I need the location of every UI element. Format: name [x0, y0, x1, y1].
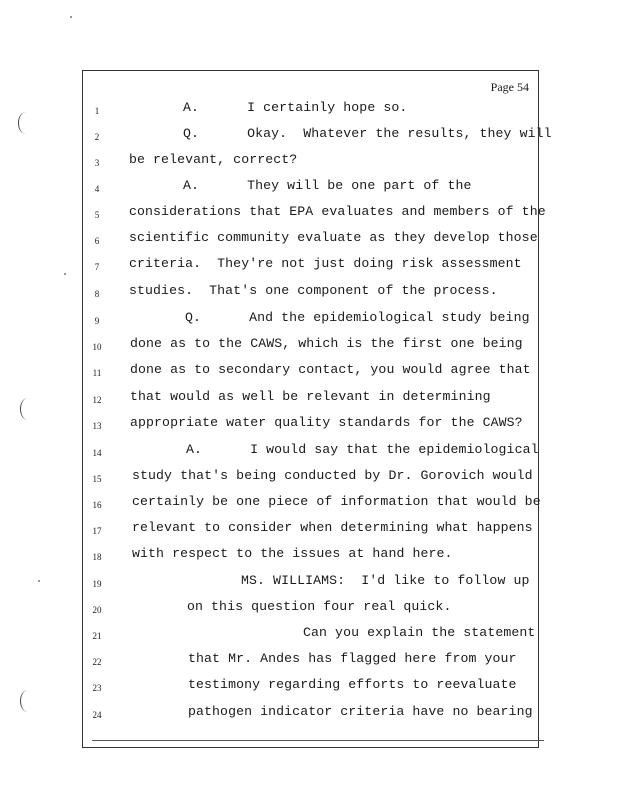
line-text: criteria. They're not just doing risk assessment: [129, 256, 522, 271]
line-text: testimony regarding efforts to reevaluate: [188, 677, 517, 692]
line-number: 15: [92, 474, 102, 484]
line-number: 9: [94, 316, 100, 326]
line-number: 8: [94, 289, 100, 299]
page-number: Page 54: [490, 80, 529, 94]
line-text: considerations that EPA evaluates and members of the: [129, 204, 546, 219]
transcript-line-1: [0, 100, 619, 126]
transcript-line-20: [0, 599, 619, 625]
line-number: 12: [92, 395, 102, 405]
transcript-line-10: [0, 336, 619, 362]
line-number: 4: [94, 184, 100, 194]
line-number: 7: [94, 262, 100, 272]
transcript-line-9: [0, 310, 619, 336]
line-text: study that's being conducted by Dr. Gorovich would: [132, 468, 533, 483]
line-number: 1: [94, 106, 100, 116]
line-number: 23: [92, 683, 102, 693]
line-text: scientific community evaluate as they develop those: [129, 230, 538, 245]
line-number: 10: [92, 342, 102, 352]
line-number: 24: [92, 710, 102, 720]
transcript-line-13: [0, 415, 619, 441]
transcript-line-22: [0, 651, 619, 677]
line-text: on this question four real quick.: [187, 599, 452, 614]
line-number: 18: [92, 552, 102, 562]
transcript-line-4: [0, 178, 619, 204]
line-text: A. They will be one part of the: [183, 178, 472, 193]
line-number: 3: [94, 158, 100, 168]
line-text: Q. And the epidemiological study being: [185, 310, 530, 325]
transcript-line-6: [0, 230, 619, 256]
line-text: that Mr. Andes has flagged here from your: [188, 651, 517, 666]
line-text: Q. Okay. Whatever the results, they will: [183, 126, 552, 141]
transcript-line-12: [0, 389, 619, 415]
transcript-line-8: [0, 283, 619, 309]
line-number: 21: [92, 631, 102, 641]
transcript-line-21: [0, 625, 619, 651]
transcript-line-23: [0, 677, 619, 703]
line-text: studies. That's one component of the process.: [129, 283, 498, 298]
transcript-line-5: [0, 204, 619, 230]
line-number: 13: [92, 421, 102, 431]
transcript-line-7: [0, 256, 619, 282]
line-text: that would as well be relevant in determining: [130, 389, 491, 404]
line-text: relevant to consider when determining what happens: [132, 520, 533, 535]
transcript-line-16: [0, 494, 619, 520]
line-number: 20: [92, 605, 102, 615]
line-text: appropriate water quality standards for the CAWS?: [130, 415, 523, 430]
transcript-line-19: [0, 573, 619, 599]
line-text: A. I would say that the epidemiological: [186, 442, 539, 457]
transcript-line-17: [0, 520, 619, 546]
line-text: done as to secondary contact, you would agree that: [130, 362, 531, 377]
line-text: Can you explain the statement: [303, 625, 536, 640]
transcript-line-18: [0, 546, 619, 572]
transcript-line-3: [0, 152, 619, 178]
line-text: MS. WILLIAMS: I'd like to follow up: [241, 573, 530, 588]
line-number: 6: [94, 236, 100, 246]
transcript-line-14: [0, 442, 619, 468]
line-number: 16: [92, 500, 102, 510]
transcript-line-2: [0, 126, 619, 152]
line-number: 5: [94, 210, 100, 220]
line-number: 17: [92, 526, 102, 536]
line-text: done as to the CAWS, which is the first one being: [130, 336, 523, 351]
line-number: 11: [92, 368, 102, 378]
transcript-line-24: [0, 704, 619, 730]
line-number: 19: [92, 579, 102, 589]
line-number: 2: [94, 132, 100, 142]
scan-speck: [70, 16, 72, 18]
page-bottom-rule: [92, 740, 544, 741]
transcript-line-11: [0, 362, 619, 388]
line-text: be relevant, correct?: [129, 152, 298, 167]
line-text: certainly be one piece of information that would be: [132, 494, 541, 509]
line-number: 14: [92, 448, 102, 458]
line-text: with respect to the issues at hand here.: [132, 546, 453, 561]
line-text: A. I certainly hope so.: [183, 100, 408, 115]
line-number: 22: [92, 657, 102, 667]
line-text: pathogen indicator criteria have no bearing: [188, 704, 533, 719]
transcript-line-15: [0, 468, 619, 494]
